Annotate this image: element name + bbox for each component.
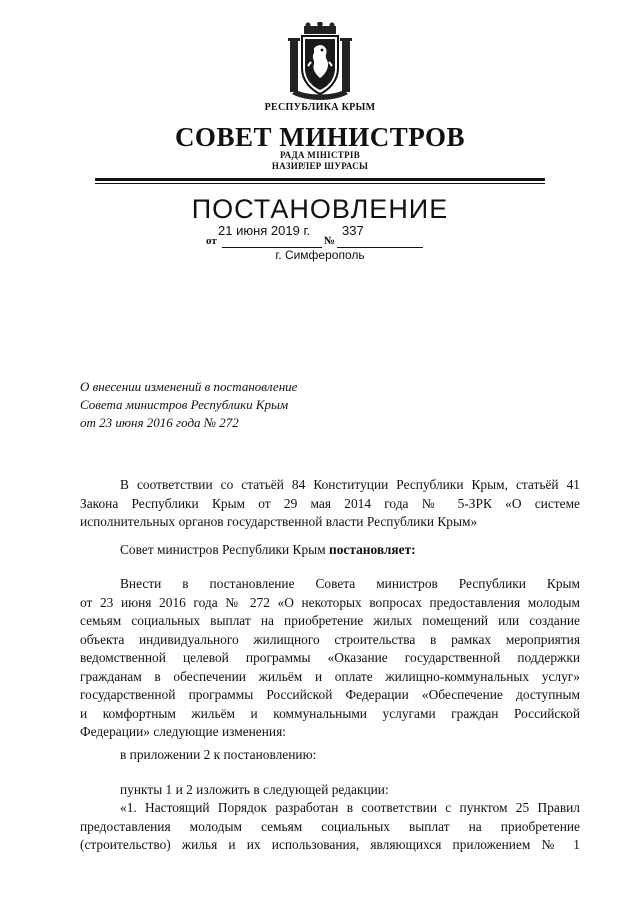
text-line: исполнительных органов государственной власти Республики Крым» (80, 514, 478, 529)
document-type: ПОСТАНОВЛЕНИЕ (191, 194, 449, 224)
document-number: 337 (342, 223, 364, 238)
paragraph-amendment (80, 575, 580, 742)
subject-line: О внесении изменений в постановление (80, 379, 298, 394)
republic-name: РЕСПУБЛИКА КРЫМ (264, 102, 376, 113)
text-line: от 23 июня 2016 года № 272 «О некоторых вопросах предоставления молодым (80, 594, 580, 610)
document-subject (80, 378, 297, 432)
date-label: от (206, 235, 217, 247)
text-line: Внести в постановление Совета министров Республики Крым (120, 576, 580, 591)
text-line: семьям социальных выплат на приобретение жилых помещений или создание (80, 613, 580, 628)
text-line: Федерации» следующие изменения: (80, 724, 286, 739)
text-line: предоставления молодым семьям социальных выплат на приобретение (80, 818, 580, 834)
header-rule-thin (95, 183, 545, 184)
text-line: Закона Республики Крым от 29 мая 2014 года № 5-ЗРК «О системе (80, 495, 580, 511)
header-rule-thick (95, 178, 545, 181)
number-label: № (324, 235, 336, 247)
text-line: (строительство) жилья и их использования, являющихся приложением № 1 (80, 837, 580, 852)
resolves-text: Совет министров Республики Крым (120, 542, 329, 557)
council-name-ukrainian: РАДА МІНІСТРІВ (280, 150, 360, 160)
text-line (80, 541, 580, 560)
council-name-crimean-tatar: НАЗИРЛЕР ШУРАСЫ (271, 161, 369, 171)
subject-line: от 23 июня 2016 года № 272 (80, 415, 239, 430)
text-line: в приложении 2 к постановлению: (120, 747, 317, 762)
text-line: государственной программы Российской Федерации «Обеспечение доступным (80, 687, 580, 702)
text-line: и комфортным жильём и коммунальными услугами граждан Российской (80, 705, 580, 721)
paragraph-resolves (80, 541, 580, 560)
document-date: 21 июня 2019 г. (218, 223, 311, 238)
text-line: В соответствии со статьёй 84 Конституции Республики Крым, статьёй 41 (120, 477, 580, 492)
text-line: пункты 1 и 2 изложить в следующей редакции: (120, 782, 389, 797)
paragraph-points (80, 781, 580, 800)
text-line: гражданам в обеспечении жильём и оплате жилищно-коммунальных услуг» (80, 668, 580, 684)
council-name: СОВЕТ МИНИСТРОВ (174, 122, 466, 152)
paragraph-legal-basis (80, 476, 580, 532)
subject-line: Совета министров Республики Крым (80, 397, 289, 412)
text-line: ведомственной целевой программы «Оказание государственной поддержки (80, 650, 580, 665)
document-city: г. Симферополь (275, 248, 365, 262)
text-line: объекта индивидуального жилищного строительства в рамках мероприятия (80, 631, 580, 647)
paragraph-appendix (80, 746, 580, 765)
paragraph-point-1 (80, 799, 580, 855)
text-line: «1. Настоящий Порядок разработан в соответствии с пунктом 25 Правил (120, 800, 580, 815)
crimea-coat-of-arms-icon (284, 22, 356, 102)
resolves-keyword: постановляет: (328, 542, 416, 557)
